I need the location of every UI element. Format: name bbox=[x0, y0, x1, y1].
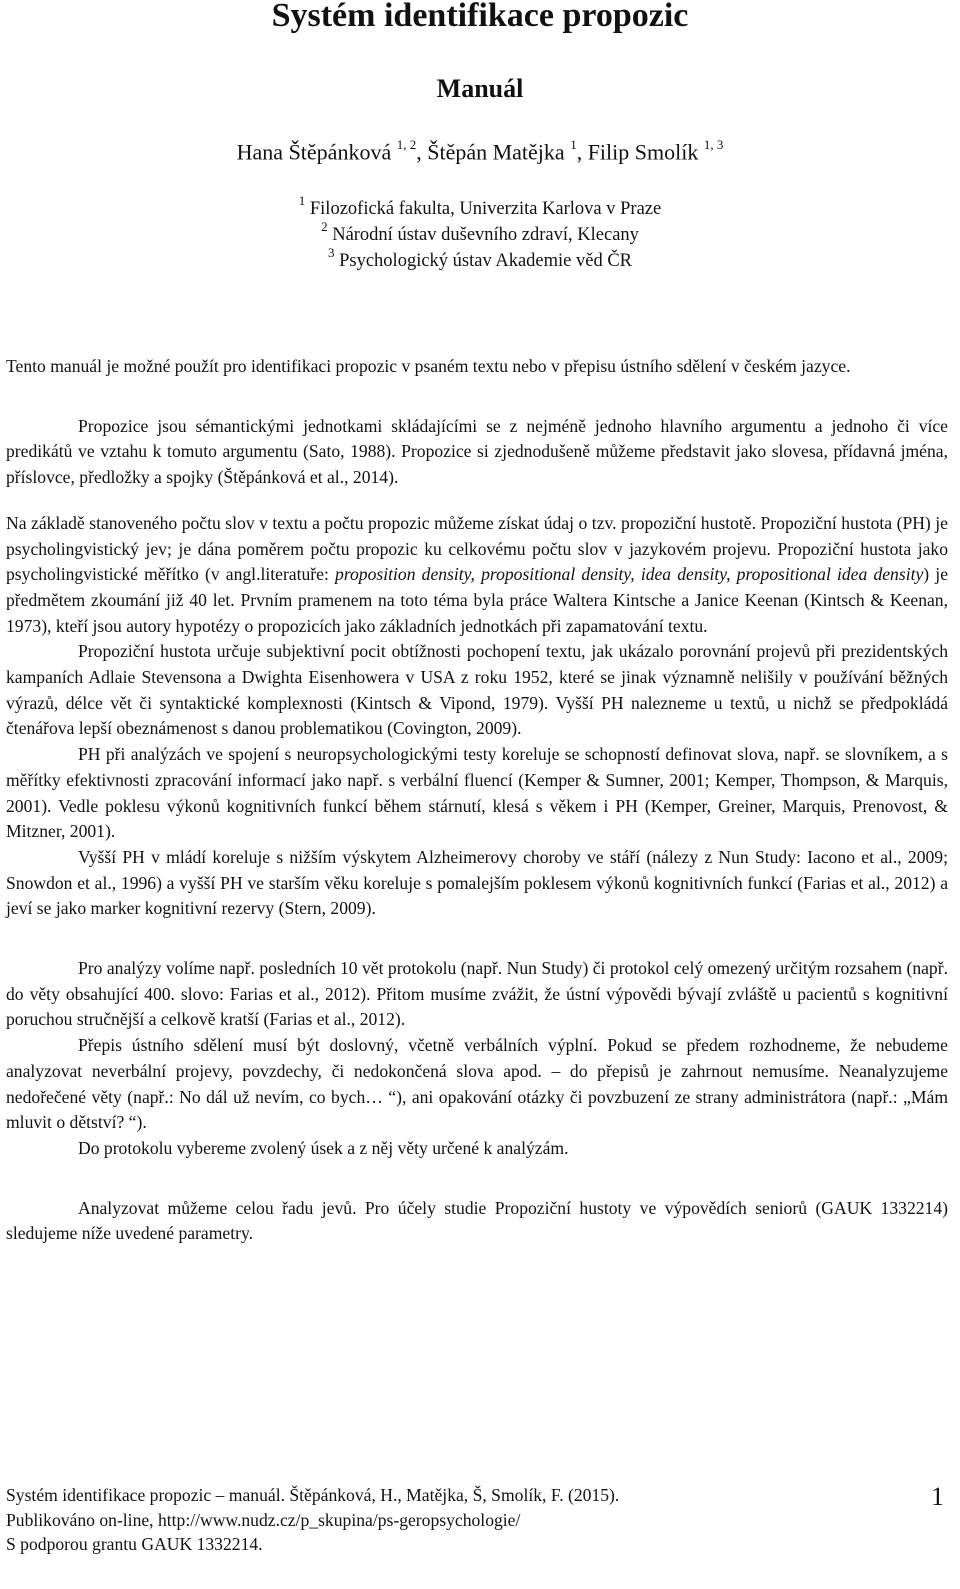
author-affiliation-sup: 1 bbox=[570, 137, 577, 152]
paragraph-analysis-selection: Pro analýzy volíme např. posledních 10 vět protokolu (např. Nun Study) či protokol celý omezený určitým rozsahem (např. do věty obsahující 400. slovo: Farias et al., 2012). Přitom musíme zvážit, že ústní výpovědi bývají zvláště u pacientů s kognitivní poruchou stručnější a celkově kratší (Farias et al., 2012). bbox=[6, 958, 948, 1030]
paragraph-density-part-b: ) je předmětem zkoumání již 40 let. Prvním pramenem na toto téma byla práce Waltera Kintsche a Janice Keenan (Kintsch & Keenan, 1973), kteří jsou autory hypotézy o propozicích jako základních jednotkách při zapamatování textu. bbox=[6, 564, 949, 636]
author-name: Štěpán Matějka bbox=[427, 139, 565, 165]
affiliation-number: 2 bbox=[321, 219, 328, 234]
paragraph-alzheimer: Vyšší PH v mládí koreluje s nižším výskytem Alzheimerovy choroby ve stáří (nálezy z Nun Study: Iacono et al., 2009; Snowdon et al., 1996) a vyšší PH ve starším věku koreluje s pomalejším poklesem výkonů kognitivních funkcí (Farias et al., 2012) a jeví se jako marker kognitivní rezervy (Stern, 2009). bbox=[6, 846, 948, 919]
paragraph-density bbox=[6, 511, 948, 640]
paragraph-density-part-a: Na základě stanoveného počtu slov v textu a počtu propozic můžeme získat údaj o tzv. propoziční hustotě. Propoziční hustota (PH) je psycholingvistický jev; je dána poměrem počtu propozic ku celkovému počtu slov v jazykovém projevu. Propoziční hustota jako psycholingvistické měřítko (v angl.literatuře: bbox=[6, 512, 948, 585]
paragraph-transcription: Přepis ústního sdělení musí být doslovný, včetně verbálních výplní. Pokud se předem rozhodneme, že nebudeme analyzovat neverbální projevy, povzdechy, či nedokončená slova apod. – do přepisů je zahrnout nemusíme. Neanalyzujeme nedořečené věty (např.: No dál už nevím, co bych… “), ani opakování otázky či povzbuzení ze strany administrátora (např.: „Mám mluvit o dětství? “). bbox=[6, 1035, 948, 1133]
affiliation-number: 3 bbox=[327, 245, 335, 260]
author-list: Hana Štěpánková $^{1, 2}$, Štěpán Matějka $^1$, Filip Smolík $^{1, 3}$ bbox=[236, 137, 724, 165]
author-affiliation-sup: 1, 2 bbox=[396, 137, 417, 152]
paragraph-difficulty: Propoziční hustota určuje subjektivní pocit obtížnosti pochopení textu, jak ukázalo porovnání projevů při prezidentských kampaních Adlaie Stevensona a Dwighta Eisenhowera v USA z roku 1952, které se jinak významně nelišily v používání běžných výrazů, délce vět či syntaktické komplexnosti (Kintsch & Vipond, 1979). Vyšší PH nalezneme u textů, u nichž se předpokládá čtenářova lepší obeznámenost s danou problematikou (Covington, 2009). bbox=[6, 641, 948, 739]
document-subtitle: Manuál bbox=[436, 74, 524, 103]
english-terms: proposition density, propositional density, idea density, propositional idea density bbox=[335, 564, 924, 585]
affiliation-text: Psychologický ústav Akademie věd ČR bbox=[339, 251, 632, 272]
document-title: Systém identifikace propozic bbox=[271, 0, 689, 34]
page-number: 1 bbox=[931, 1482, 944, 1511]
footer-line: Systém identifikace propozic – manuál. Štěpánková, H., Matějka, Š, Smolík, F. (2015). bbox=[6, 1485, 620, 1505]
author-affiliation-sup: 1, 3 bbox=[703, 137, 724, 152]
affiliation-text: Filozofická fakulta, Univerzita Karlova v Praze bbox=[309, 199, 662, 220]
paragraph-protocol: Do protokolu vybereme zvolený úsek a z něj věty určené k analýzám. bbox=[78, 1137, 569, 1158]
body-text bbox=[6, 354, 948, 1247]
footer-line: Publikováno on-line, http://www.nudz.cz/p_skupina/ps-geropsychologie/ bbox=[6, 1509, 521, 1530]
affiliation bbox=[0, 242, 960, 274]
affiliation-number: 1 bbox=[298, 193, 306, 208]
affiliation-text: Národní ústav duševního zdraví, Klecany bbox=[332, 225, 639, 246]
footer-line: S podporou grantu GAUK 1332214. bbox=[6, 1534, 263, 1554]
paragraph-neuropsych: PH při analýzách ve spojení s neuropsychologickými testy koreluje se schopností definovat slova, např. se slovníkem, a s měřítky efektivnosti zpracování informací jako např. s verbální fluencí (Kemper & Sumner, 2001; Kemper, Thompson, & Marquis, 2001). Vedle poklesu výkonů kognitivních funkcí během stárnutí, klesá s věkem i PH (Kemper, Greiner, Marquis, Prenovost, & Mitzner, 2001). bbox=[6, 744, 948, 842]
page-footer bbox=[6, 1483, 936, 1557]
author-name: Filip Smolík bbox=[587, 139, 699, 165]
author-name: Hana Štěpánková bbox=[236, 139, 392, 165]
paragraph-definition: Propozice jsou sémantickými jednotkami skládajícími se z nejméně jednoho hlavního argumentu a jednoho či více predikátů ve vztahu k tomuto argumentu (Sato, 1988). Propozice si zjednodušeně můžeme představit jako slovesa, přídavná jména, příslovce, předložky a spojky (Štěpánková et al., 2014). bbox=[6, 415, 948, 488]
paragraph-parameters: Analyzovat můžeme celou řadu jevů. Pro účely studie Propoziční hustoty ve výpovědích seniorů (GAUK 1332214) sledujeme níže uvedené parametry. bbox=[6, 1197, 948, 1244]
intro-paragraph: Tento manuál je možné použít pro identifikaci propozic v psaném textu nebo v přepisu ústního sdělení v českém jazyce. bbox=[6, 356, 851, 376]
